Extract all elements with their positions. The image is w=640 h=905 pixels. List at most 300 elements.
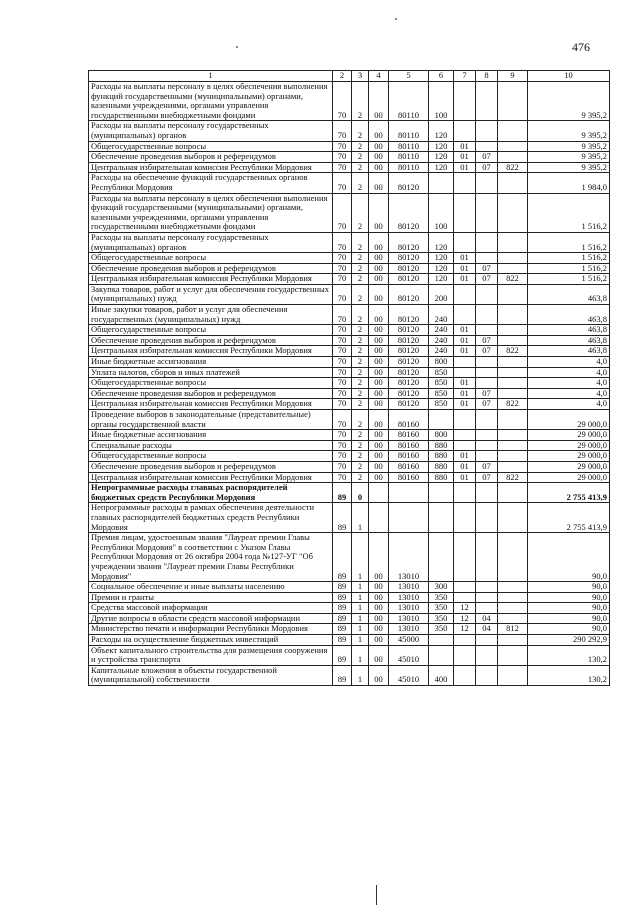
code-cell: 2: [352, 335, 369, 346]
row-name-cell: Расходы на выплаты персоналу государственных (муниципальных) органов: [89, 121, 333, 141]
code-cell: 80120: [389, 388, 429, 399]
code-cell: [498, 582, 528, 593]
code-cell: 07: [476, 399, 498, 410]
code-cell: [454, 483, 476, 503]
code-cell: 89: [333, 582, 352, 593]
code-cell: 12: [454, 624, 476, 635]
code-cell: [498, 378, 528, 389]
code-cell: 70: [333, 152, 352, 163]
code-cell: 120: [429, 232, 454, 252]
code-cell: 13010: [389, 624, 429, 635]
amount-cell: 463,8: [528, 346, 610, 357]
code-cell: [389, 483, 429, 503]
code-cell: 00: [369, 472, 389, 483]
code-cell: 70: [333, 378, 352, 389]
code-cell: [498, 357, 528, 368]
code-cell: 120: [429, 274, 454, 285]
amount-cell: 130,2: [528, 665, 610, 685]
code-cell: [454, 173, 476, 193]
amount-cell: 463,8: [528, 325, 610, 336]
code-cell: [476, 141, 498, 152]
code-cell: 70: [333, 121, 352, 141]
code-cell: 120: [429, 253, 454, 264]
table-row: [89, 232, 610, 252]
amount-cell: 463,8: [528, 335, 610, 346]
code-cell: 01: [454, 152, 476, 163]
code-cell: 2: [352, 410, 369, 430]
code-cell: 89: [333, 603, 352, 614]
code-cell: 70: [333, 451, 352, 462]
col-header-7: 7: [454, 71, 476, 82]
row-name-cell: Расходы на осуществление бюджетных инвестиций: [89, 635, 333, 646]
code-cell: 89: [333, 503, 352, 533]
code-cell: 12: [454, 613, 476, 624]
code-cell: 80120: [389, 367, 429, 378]
code-cell: 70: [333, 335, 352, 346]
code-cell: [498, 635, 528, 646]
code-cell: 00: [369, 274, 389, 285]
code-cell: 00: [369, 82, 389, 121]
code-cell: 80160: [389, 461, 429, 472]
code-cell: 2: [352, 193, 369, 232]
col-header-6: 6: [429, 71, 454, 82]
code-cell: 0: [352, 483, 369, 503]
table-row: [89, 274, 610, 285]
amount-cell: 1 516,2: [528, 253, 610, 264]
code-cell: 1: [352, 582, 369, 593]
code-cell: 07: [476, 162, 498, 173]
code-cell: 80120: [389, 232, 429, 252]
code-cell: 00: [369, 173, 389, 193]
code-cell: [498, 152, 528, 163]
amount-cell: 90,0: [528, 533, 610, 582]
code-cell: [476, 410, 498, 430]
code-cell: 120: [429, 121, 454, 141]
code-cell: [454, 592, 476, 603]
code-cell: 12: [454, 603, 476, 614]
table-row: [89, 162, 610, 173]
col-header-8: 8: [476, 71, 498, 82]
code-cell: [498, 335, 528, 346]
code-cell: 80120: [389, 325, 429, 336]
code-cell: 80120: [389, 253, 429, 264]
code-cell: 00: [369, 410, 389, 430]
code-cell: 80160: [389, 451, 429, 462]
code-cell: [476, 533, 498, 582]
table-row: [89, 472, 610, 483]
code-cell: 850: [429, 367, 454, 378]
amount-cell: 4,0: [528, 399, 610, 410]
row-name-cell: Обеспечение проведения выборов и референдумов: [89, 461, 333, 472]
code-cell: 89: [333, 483, 352, 503]
code-cell: [498, 430, 528, 441]
row-name-cell: Министерство печати и информации Республики Мордовия: [89, 624, 333, 635]
code-cell: 400: [429, 665, 454, 685]
code-cell: 70: [333, 305, 352, 325]
code-cell: 880: [429, 451, 454, 462]
code-cell: 00: [369, 357, 389, 368]
code-cell: [498, 263, 528, 274]
table-row: [89, 335, 610, 346]
row-name-cell: Общегосударственные вопросы: [89, 451, 333, 462]
amount-cell: 4,0: [528, 367, 610, 378]
code-cell: 70: [333, 173, 352, 193]
amount-cell: 9 395,2: [528, 141, 610, 152]
code-cell: 00: [369, 388, 389, 399]
row-name-cell: Закупка товаров, работ и услуг для обеспечения государственных (муниципальных) нужд: [89, 284, 333, 304]
code-cell: 70: [333, 253, 352, 264]
amount-cell: 1 516,2: [528, 274, 610, 285]
table-row: [89, 253, 610, 264]
code-cell: [476, 592, 498, 603]
code-cell: 07: [476, 388, 498, 399]
col-header-4: 4: [369, 71, 389, 82]
table-row: [89, 173, 610, 193]
table-row: [89, 645, 610, 665]
code-cell: 2: [352, 263, 369, 274]
code-cell: [498, 173, 528, 193]
code-cell: 240: [429, 325, 454, 336]
code-cell: 1: [352, 635, 369, 646]
code-cell: 240: [429, 346, 454, 357]
code-cell: [476, 645, 498, 665]
row-name-cell: Расходы на выплаты персоналу государственных (муниципальных) органов: [89, 232, 333, 252]
code-cell: 2: [352, 141, 369, 152]
code-cell: 70: [333, 162, 352, 173]
code-cell: [369, 483, 389, 503]
row-name-cell: Общегосударственные вопросы: [89, 253, 333, 264]
code-cell: [498, 193, 528, 232]
code-cell: 01: [454, 378, 476, 389]
code-cell: 2: [352, 162, 369, 173]
code-cell: 00: [369, 121, 389, 141]
code-cell: 800: [429, 357, 454, 368]
code-cell: 80120: [389, 173, 429, 193]
amount-cell: 1 516,2: [528, 263, 610, 274]
code-cell: 70: [333, 284, 352, 304]
code-cell: 2: [352, 274, 369, 285]
page-number: 476: [572, 40, 590, 54]
code-cell: 1: [352, 645, 369, 665]
code-cell: 00: [369, 603, 389, 614]
code-cell: 01: [454, 346, 476, 357]
row-name-cell: Иные бюджетные ассигнования: [89, 430, 333, 441]
amount-cell: 1 516,2: [528, 193, 610, 232]
table-row: [89, 533, 610, 582]
row-name-cell: Обеспечение проведения выборов и референдумов: [89, 335, 333, 346]
table-row: [89, 388, 610, 399]
code-cell: [454, 82, 476, 121]
amount-cell: 29 000,0: [528, 461, 610, 472]
amount-cell: 130,2: [528, 645, 610, 665]
code-cell: [476, 253, 498, 264]
row-name-cell: Расходы на выплаты персоналу в целях обеспечения выполнения функций государственными (муниципальными) органами, казенными учреждениями, органами управления государственными внебюджетными фондами: [89, 193, 333, 232]
code-cell: 200: [429, 284, 454, 304]
code-cell: 89: [333, 635, 352, 646]
code-cell: 1: [352, 533, 369, 582]
code-cell: 240: [429, 335, 454, 346]
code-cell: 240: [429, 305, 454, 325]
code-cell: [498, 388, 528, 399]
col-header-9: 9: [498, 71, 528, 82]
code-cell: [454, 503, 476, 533]
code-cell: [454, 582, 476, 593]
code-cell: 00: [369, 263, 389, 274]
code-cell: 07: [476, 274, 498, 285]
code-cell: 1: [352, 603, 369, 614]
row-name-cell: Центральная избирательная комиссия Республики Мордовия: [89, 399, 333, 410]
code-cell: [454, 284, 476, 304]
code-cell: [429, 635, 454, 646]
table-row: [89, 82, 610, 121]
code-cell: 13010: [389, 613, 429, 624]
code-cell: [498, 410, 528, 430]
scan-mark: [376, 885, 377, 905]
code-cell: [498, 284, 528, 304]
scan-speck: [236, 46, 238, 48]
amount-cell: 1 516,2: [528, 232, 610, 252]
code-cell: 850: [429, 399, 454, 410]
code-cell: [454, 121, 476, 141]
amount-cell: 29 000,0: [528, 451, 610, 462]
code-cell: [454, 193, 476, 232]
amount-cell: 9 395,2: [528, 82, 610, 121]
table-row: [89, 141, 610, 152]
code-cell: 00: [369, 346, 389, 357]
table-row: [89, 152, 610, 163]
row-name-cell: Общегосударственные вопросы: [89, 378, 333, 389]
code-cell: 04: [476, 613, 498, 624]
row-name-cell: Капитальные вложения в объекты государственной (муниципальной) собственности: [89, 665, 333, 685]
code-cell: 89: [333, 645, 352, 665]
amount-cell: 9 395,2: [528, 162, 610, 173]
code-cell: 350: [429, 624, 454, 635]
table-row: [89, 483, 610, 503]
table-body: [89, 82, 610, 686]
code-cell: 80110: [389, 152, 429, 163]
code-cell: [389, 503, 429, 533]
row-name-cell: Премии и гранты: [89, 592, 333, 603]
code-cell: [454, 305, 476, 325]
table-row: [89, 461, 610, 472]
table-row: [89, 263, 610, 274]
row-name-cell: Специальные расходы: [89, 440, 333, 451]
code-cell: 70: [333, 430, 352, 441]
code-cell: 2: [352, 430, 369, 441]
code-cell: 70: [333, 346, 352, 357]
code-cell: 80160: [389, 472, 429, 483]
table-row: [89, 378, 610, 389]
table-row: [89, 399, 610, 410]
code-cell: 120: [429, 162, 454, 173]
code-cell: 00: [369, 305, 389, 325]
code-cell: 2: [352, 367, 369, 378]
code-cell: 00: [369, 451, 389, 462]
code-cell: 350: [429, 603, 454, 614]
code-cell: 70: [333, 399, 352, 410]
code-cell: [454, 232, 476, 252]
code-cell: 2: [352, 173, 369, 193]
code-cell: [498, 325, 528, 336]
code-cell: [498, 645, 528, 665]
code-cell: [498, 603, 528, 614]
code-cell: 07: [476, 335, 498, 346]
amount-cell: 90,0: [528, 613, 610, 624]
code-cell: 2: [352, 152, 369, 163]
code-cell: 100: [429, 193, 454, 232]
code-cell: 70: [333, 263, 352, 274]
code-cell: 70: [333, 274, 352, 285]
amount-cell: 90,0: [528, 582, 610, 593]
code-cell: [476, 121, 498, 141]
col-header-5: 5: [389, 71, 429, 82]
table-row: [89, 592, 610, 603]
code-cell: 80120: [389, 378, 429, 389]
table-row: [89, 284, 610, 304]
table-row: [89, 357, 610, 368]
row-name-cell: Другие вопросы в области средств массовой информации: [89, 613, 333, 624]
amount-cell: 4,0: [528, 357, 610, 368]
code-cell: [369, 503, 389, 533]
code-cell: 01: [454, 274, 476, 285]
code-cell: [476, 232, 498, 252]
code-cell: 120: [429, 141, 454, 152]
code-cell: 00: [369, 533, 389, 582]
code-cell: [498, 613, 528, 624]
code-cell: 2: [352, 357, 369, 368]
code-cell: [429, 645, 454, 665]
amount-cell: 90,0: [528, 603, 610, 614]
code-cell: 01: [454, 253, 476, 264]
code-cell: [454, 440, 476, 451]
code-cell: 00: [369, 162, 389, 173]
code-cell: 80120: [389, 399, 429, 410]
code-cell: [476, 603, 498, 614]
code-cell: 00: [369, 592, 389, 603]
code-cell: [429, 483, 454, 503]
col-header-3: 3: [352, 71, 369, 82]
code-cell: 00: [369, 367, 389, 378]
code-cell: 89: [333, 592, 352, 603]
code-cell: 00: [369, 624, 389, 635]
code-cell: 70: [333, 388, 352, 399]
code-cell: [476, 503, 498, 533]
code-cell: 2: [352, 253, 369, 264]
code-cell: 80120: [389, 335, 429, 346]
code-cell: [476, 483, 498, 503]
code-cell: 80120: [389, 305, 429, 325]
code-cell: [476, 451, 498, 462]
code-cell: 07: [476, 263, 498, 274]
code-cell: 01: [454, 399, 476, 410]
code-cell: [498, 305, 528, 325]
code-cell: 80160: [389, 410, 429, 430]
code-cell: 89: [333, 613, 352, 624]
code-cell: 00: [369, 440, 389, 451]
code-cell: 45010: [389, 645, 429, 665]
code-cell: 00: [369, 253, 389, 264]
code-cell: 350: [429, 613, 454, 624]
code-cell: 2: [352, 82, 369, 121]
code-cell: 00: [369, 430, 389, 441]
code-cell: [498, 253, 528, 264]
row-name-cell: Центральная избирательная комиссия Республики Мордовия: [89, 472, 333, 483]
code-cell: 70: [333, 193, 352, 232]
amount-cell: 2 755 413,9: [528, 503, 610, 533]
code-cell: 00: [369, 335, 389, 346]
code-cell: 880: [429, 461, 454, 472]
header-row: [89, 71, 610, 82]
code-cell: 07: [476, 472, 498, 483]
code-cell: 13010: [389, 533, 429, 582]
code-cell: 01: [454, 388, 476, 399]
code-cell: 00: [369, 152, 389, 163]
code-cell: 01: [454, 451, 476, 462]
row-name-cell: Социальное обеспечение и иные выплаты населению: [89, 582, 333, 593]
code-cell: 300: [429, 582, 454, 593]
code-cell: [429, 173, 454, 193]
code-cell: 2: [352, 305, 369, 325]
table-row: [89, 367, 610, 378]
code-cell: 00: [369, 582, 389, 593]
code-cell: 1: [352, 503, 369, 533]
code-cell: 1: [352, 592, 369, 603]
code-cell: [498, 141, 528, 152]
code-cell: 00: [369, 461, 389, 472]
row-name-cell: Премия лицам, удостоенным звания "Лауреат премии Главы Республики Мордовия" в соответствии с Указом Главы Республики Мордовия от 26 октября 2004 года №127-УГ "Об учреждении звания "Лауреат премии Главы Республики Мордовия": [89, 533, 333, 582]
code-cell: 80110: [389, 121, 429, 141]
code-cell: 89: [333, 533, 352, 582]
budget-table: [88, 70, 610, 686]
amount-cell: 2 755 413,9: [528, 483, 610, 503]
code-cell: [454, 410, 476, 430]
code-cell: 70: [333, 141, 352, 152]
code-cell: [429, 410, 454, 430]
code-cell: 822: [498, 162, 528, 173]
code-cell: 80120: [389, 274, 429, 285]
row-name-cell: Обеспечение проведения выборов и референдумов: [89, 263, 333, 274]
code-cell: 01: [454, 335, 476, 346]
code-cell: 00: [369, 141, 389, 152]
code-cell: 01: [454, 461, 476, 472]
amount-cell: 90,0: [528, 592, 610, 603]
code-cell: 00: [369, 399, 389, 410]
code-cell: 80120: [389, 357, 429, 368]
code-cell: [498, 461, 528, 472]
code-cell: 70: [333, 472, 352, 483]
code-cell: 2: [352, 472, 369, 483]
code-cell: 13010: [389, 592, 429, 603]
row-name-cell: Обеспечение проведения выборов и референдумов: [89, 388, 333, 399]
code-cell: 2: [352, 121, 369, 141]
row-name-cell: Иные бюджетные ассигнования: [89, 357, 333, 368]
code-cell: 01: [454, 162, 476, 173]
amount-cell: 9 395,2: [528, 152, 610, 163]
code-cell: [498, 367, 528, 378]
amount-cell: 4,0: [528, 388, 610, 399]
code-cell: 00: [369, 613, 389, 624]
code-cell: 89: [333, 624, 352, 635]
code-cell: [454, 645, 476, 665]
code-cell: 2: [352, 388, 369, 399]
code-cell: [454, 357, 476, 368]
code-cell: [476, 82, 498, 121]
code-cell: [476, 440, 498, 451]
table-row: [89, 624, 610, 635]
code-cell: [429, 503, 454, 533]
code-cell: 80160: [389, 440, 429, 451]
code-cell: [498, 440, 528, 451]
